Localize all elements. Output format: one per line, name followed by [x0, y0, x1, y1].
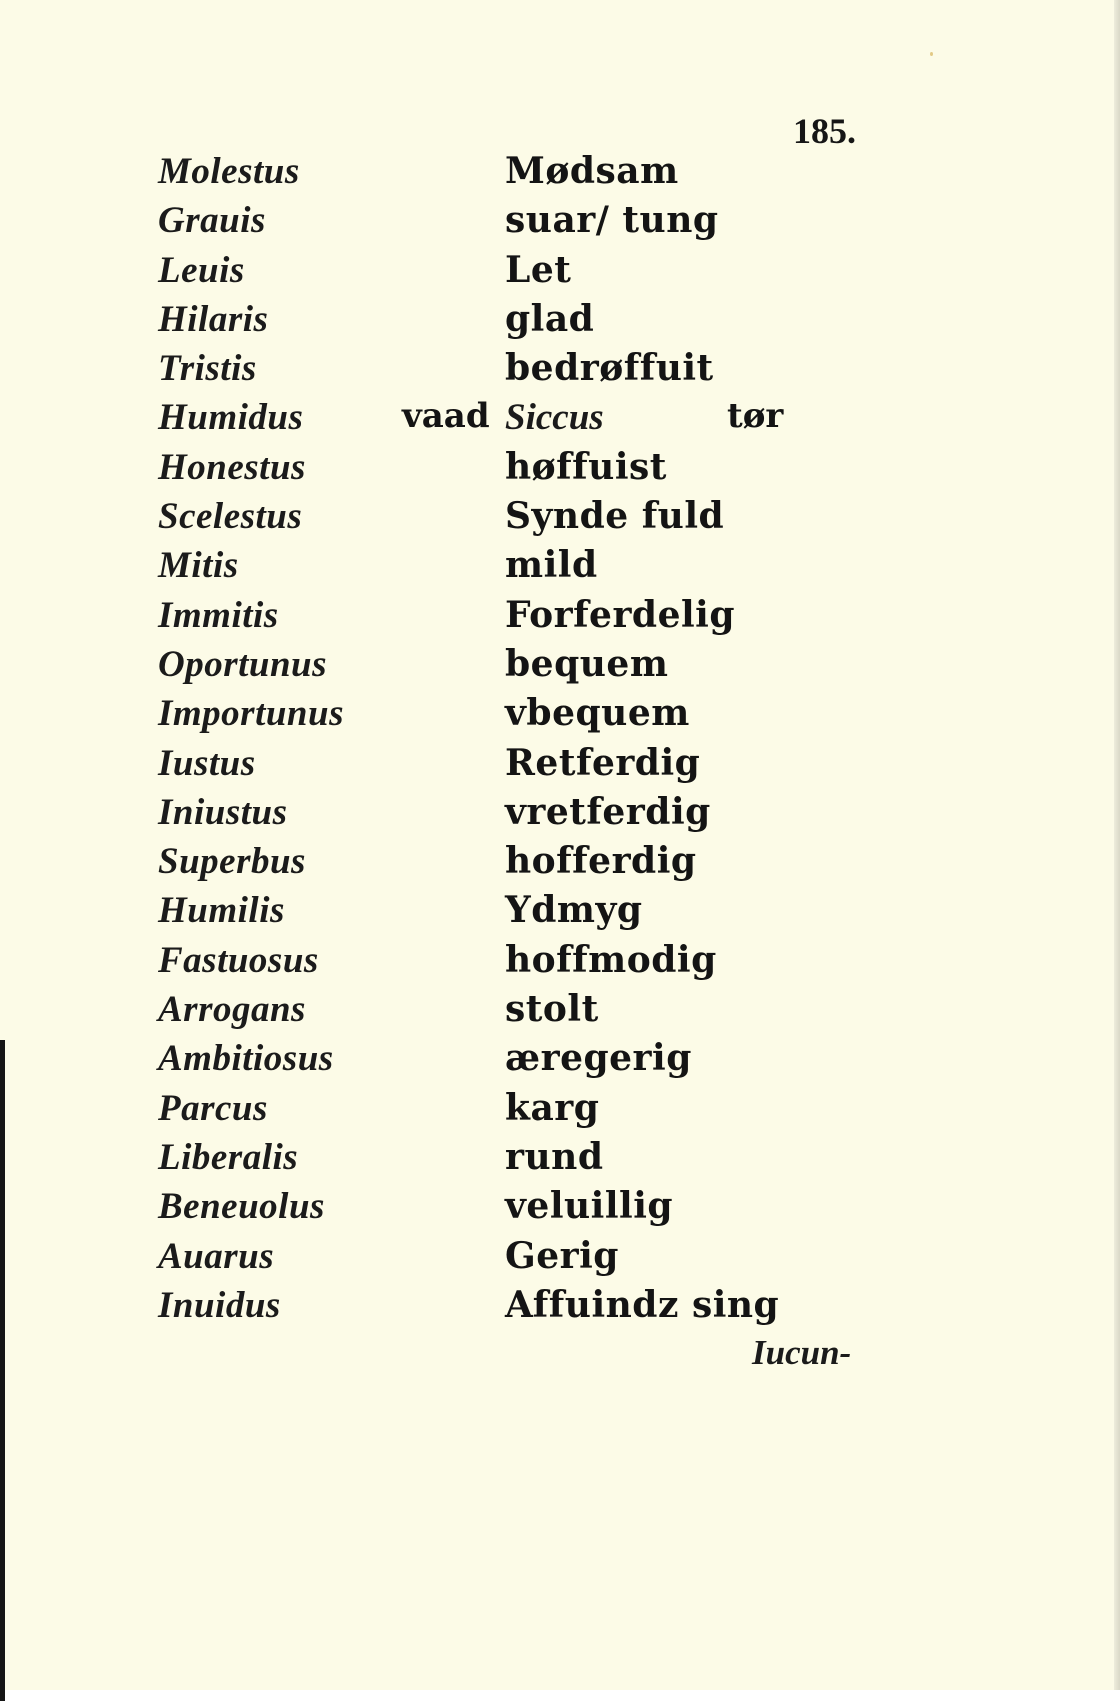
vocabulary-row	[0, 347, 1120, 396]
latin-word: Parcus	[158, 1087, 268, 1129]
danish-word: suar/ tung	[505, 199, 719, 242]
vocabulary-row	[0, 1087, 1120, 1136]
latin-word: Liberalis	[158, 1136, 299, 1178]
latin-word: Auarus	[158, 1235, 275, 1277]
vocabulary-row	[0, 840, 1120, 889]
vocabulary-row	[0, 396, 1120, 445]
latin-word: Iustus	[158, 742, 256, 784]
vocabulary-row	[0, 791, 1120, 840]
latin-word: Fastuosus	[158, 939, 319, 981]
danish-word: æregerig	[505, 1037, 692, 1080]
latin-word: Humilis	[158, 890, 285, 932]
danish-word: karg	[505, 1086, 600, 1129]
vocabulary-row	[0, 1185, 1120, 1234]
danish-word: vretferdig	[505, 790, 711, 833]
danish-word: Affuindz sing	[505, 1283, 780, 1326]
vocabulary-row	[0, 889, 1120, 938]
vocabulary-row	[0, 1136, 1120, 1185]
latin-word: Importunus	[158, 693, 344, 735]
vocabulary-row	[0, 544, 1120, 593]
danish-word: Retferdig	[505, 741, 701, 784]
latin-word: Beneuolus	[158, 1186, 325, 1228]
latin-word: Hilaris	[158, 298, 269, 340]
latin-word: Oportunus	[158, 643, 328, 685]
danish-word: bedrøffuit	[505, 347, 714, 390]
vocabulary-row	[0, 1235, 1120, 1284]
vocabulary-row	[0, 446, 1120, 495]
page-edge-shadow	[1114, 0, 1120, 1690]
vocabulary-row	[0, 1037, 1120, 1086]
latin-word: Honestus	[158, 446, 306, 488]
latin-word: Immitis	[158, 594, 279, 636]
danish-word: Forferdelig	[505, 593, 736, 636]
vocabulary-row	[0, 150, 1120, 199]
danish-word: Ydmyg	[505, 889, 643, 932]
vocabulary-row	[0, 298, 1120, 347]
paper-speck	[930, 52, 933, 56]
vocabulary-row	[0, 594, 1120, 643]
latin-word: Tristis	[158, 348, 257, 390]
latin-word: Leuis	[158, 249, 245, 291]
danish-word: høffuist	[505, 445, 667, 488]
danish-word: hoffmodig	[505, 938, 717, 981]
danish-word: mild	[505, 544, 598, 587]
danish-word: stolt	[505, 988, 599, 1031]
danish-middle-word: vaad	[402, 396, 490, 437]
vocabulary-row	[0, 939, 1120, 988]
latin-word: Inuidus	[158, 1284, 281, 1326]
latin-word: Scelestus	[158, 496, 303, 538]
vocabulary-row	[0, 692, 1120, 741]
latin-word: Molestus	[158, 151, 300, 192]
vocabulary-row	[0, 643, 1120, 692]
danish-far-word: tør	[727, 396, 784, 437]
danish-word: Synde fuld	[505, 495, 725, 538]
vocabulary-row	[0, 1284, 1120, 1333]
latin-word: Mitis	[158, 545, 239, 587]
latin-word: Superbus	[158, 841, 306, 883]
latin-word: Grauis	[158, 200, 266, 242]
danish-word: Mødsam	[505, 150, 679, 192]
danish-word: vbequem	[505, 692, 690, 735]
vocabulary-row	[0, 249, 1120, 298]
danish-word: bequem	[505, 642, 669, 685]
latin-word: Humidus	[158, 397, 304, 439]
vocabulary-list	[0, 150, 1120, 1333]
vocabulary-row	[0, 495, 1120, 544]
danish-word: glad	[505, 297, 595, 340]
catchword: Iucun-	[752, 1333, 852, 1372]
danish-word: hofferdig	[505, 840, 697, 883]
latin-word: Iniustus	[158, 791, 288, 833]
vocabulary-row	[0, 199, 1120, 248]
page-number: 185.	[793, 111, 856, 151]
scan-border	[0, 1040, 5, 1701]
vocabulary-row	[0, 742, 1120, 791]
latin-word: Arrogans	[158, 989, 306, 1031]
latin-word: Ambitiosus	[158, 1038, 334, 1080]
danish-word: veluillig	[505, 1185, 674, 1228]
vocabulary-row	[0, 988, 1120, 1037]
danish-word: Let	[505, 248, 572, 291]
danish-word: Gerig	[505, 1234, 619, 1277]
latin-inline-word: Siccus	[505, 397, 604, 439]
danish-word: rund	[505, 1135, 604, 1178]
